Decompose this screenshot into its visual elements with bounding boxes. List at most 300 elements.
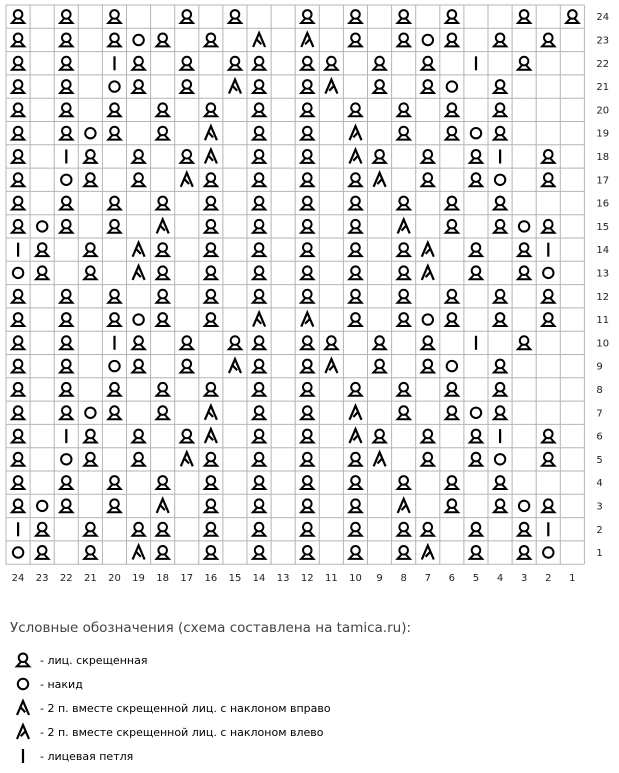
row-number: 16	[596, 198, 610, 210]
twisted-knit-cell	[518, 546, 530, 559]
twisted-knit-cell	[494, 313, 506, 326]
column-number: 9	[376, 573, 383, 585]
twisted-knit-cell	[60, 197, 72, 210]
twisted-knit-cell	[494, 406, 506, 419]
yarn-over-cell	[37, 501, 47, 511]
legend-text: - лицевая петля	[40, 749, 134, 763]
twisted-knit-cell	[494, 383, 506, 396]
twisted-knit-cell	[229, 336, 241, 349]
twisted-knit-cell	[542, 313, 554, 326]
twisted-knit-cell	[205, 546, 217, 559]
twisted-knit-cell	[132, 80, 144, 93]
twisted-knit-cell	[132, 173, 144, 186]
yarn-over-cell	[471, 128, 481, 138]
row-number: 8	[596, 384, 603, 396]
twisted-knit-cell	[157, 127, 169, 140]
twisted-knit-cell	[470, 266, 482, 279]
twisted-knit-cell	[398, 406, 410, 419]
twisted-knit-cell	[60, 220, 72, 233]
twisted-knit-cell	[108, 197, 120, 210]
twisted-knit-cell	[205, 197, 217, 210]
twisted-knit-cell	[229, 57, 241, 70]
twisted-knit-cell	[446, 10, 458, 23]
row-number: 12	[596, 291, 610, 303]
twisted-knit-cell	[301, 453, 313, 466]
twisted-knit-cell	[157, 523, 169, 536]
yarn-over-cell	[495, 175, 505, 185]
twisted-knit-cell	[205, 243, 217, 256]
decrease-right-cell	[157, 499, 169, 513]
yarn-over-cell	[109, 81, 119, 91]
twisted-knit-cell	[349, 313, 361, 326]
twisted-knit-cell	[422, 453, 434, 466]
yarn-over-icon	[12, 674, 34, 694]
twisted-knit-cell	[132, 57, 144, 70]
row-number: 23	[596, 35, 610, 47]
twisted-knit-cell	[181, 150, 193, 163]
column-number: 13	[276, 573, 290, 585]
twisted-knit-cell	[132, 523, 144, 536]
twisted-knit-cell	[108, 499, 120, 512]
row-number: 19	[596, 128, 610, 140]
column-number: 5	[472, 573, 480, 585]
twisted-knit-cell	[12, 383, 24, 396]
twisted-knit-cell	[422, 173, 434, 186]
decrease-right-cell	[181, 452, 193, 466]
twisted-knit-cell	[301, 57, 313, 70]
twisted-knit-cell	[36, 523, 48, 536]
twisted-knit-cell	[12, 80, 24, 93]
twisted-knit-cell	[60, 406, 72, 419]
twisted-knit-cell	[349, 173, 361, 186]
yarn-over-cell	[423, 314, 433, 324]
row-number: 10	[596, 338, 610, 350]
yarn-over-cell	[423, 35, 433, 45]
decrease-left-icon	[12, 722, 34, 742]
twisted-knit-cell	[446, 383, 458, 396]
decrease-left-cell	[325, 80, 337, 94]
twisted-knit-cell	[518, 336, 530, 349]
yarn-over-cell	[61, 454, 71, 464]
column-number: 14	[252, 573, 266, 585]
twisted-knit-cell	[470, 546, 482, 559]
twisted-knit-cell	[470, 523, 482, 536]
twisted-knit-cell	[205, 220, 217, 233]
decrease-right-cell	[205, 429, 217, 443]
twisted-knit-cell	[181, 430, 193, 443]
twisted-knit-cell	[253, 499, 265, 512]
twisted-knit-cell	[349, 197, 361, 210]
twisted-knit-cell	[349, 383, 361, 396]
knit-stitch-icon	[12, 746, 34, 766]
twisted-knit-cell	[566, 10, 578, 23]
twisted-knit-cell	[181, 10, 193, 23]
twisted-knit-cell	[398, 383, 410, 396]
yarn-over-cell	[519, 221, 529, 231]
twisted-knit-cell	[470, 430, 482, 443]
twisted-knit-cell	[60, 476, 72, 489]
twisted-knit-cell	[349, 546, 361, 559]
twisted-knit-cell	[205, 103, 217, 116]
twisted-knit-cell	[205, 383, 217, 396]
twisted-knit-cell	[398, 127, 410, 140]
twisted-knit-cell	[60, 383, 72, 396]
yarn-over-cell	[447, 81, 457, 91]
twisted-knit-cell	[12, 173, 24, 186]
twisted-knit-cell	[253, 453, 265, 466]
twisted-knit-cell	[60, 57, 72, 70]
decrease-left-cell	[325, 359, 337, 373]
twisted-knit-cell	[494, 360, 506, 373]
decrease-right-cell	[205, 126, 217, 140]
twisted-knit-cell	[542, 173, 554, 186]
row-number: 21	[596, 82, 610, 94]
twisted-knit-cell	[108, 10, 120, 23]
twisted-knit-cell	[253, 266, 265, 279]
twisted-knit-cell	[253, 220, 265, 233]
column-number: 10	[349, 573, 362, 585]
twisted-knit-cell	[422, 430, 434, 443]
yarn-over-cell	[37, 221, 47, 231]
twisted-knit-cell	[301, 173, 313, 186]
decrease-left-cell	[350, 150, 362, 164]
yarn-over-cell	[133, 314, 143, 324]
twisted-knit-cell	[36, 266, 48, 279]
decrease-right-cell	[253, 33, 265, 47]
row-number: 6	[596, 431, 603, 443]
twisted-knit-cell	[301, 290, 313, 303]
column-number: 20	[108, 573, 121, 585]
twisted-knit-cell	[349, 34, 361, 47]
legend-item-yarn-over	[12, 674, 83, 694]
twisted-knit-cell	[446, 313, 458, 326]
twisted-knit-cell	[542, 220, 554, 233]
twisted-knit-cell	[301, 406, 313, 419]
twisted-knit-cell	[253, 360, 265, 373]
twisted-knit-cell	[494, 80, 506, 93]
twisted-knit-cell	[253, 430, 265, 443]
twisted-knit-cell	[108, 103, 120, 116]
twisted-knit-cell	[108, 127, 120, 140]
twisted-knit-cell	[301, 523, 313, 536]
twisted-knit-cell	[470, 173, 482, 186]
column-number: 8	[400, 573, 407, 585]
twisted-knit-cell	[12, 336, 24, 349]
column-number: 3	[520, 573, 528, 585]
yarn-over-cell	[495, 454, 505, 464]
twisted-knit-cell	[253, 173, 265, 186]
twisted-knit-cell	[542, 150, 554, 163]
twisted-knit-cell	[301, 546, 313, 559]
twisted-knit-cell	[542, 453, 554, 466]
twisted-knit-cell	[518, 266, 530, 279]
twisted-knit-cell	[12, 57, 24, 70]
twisted-knit-cell	[398, 34, 410, 47]
twisted-knit-cell	[518, 10, 530, 23]
yarn-over-cell	[543, 268, 553, 278]
column-number: 16	[204, 573, 218, 585]
twisted-knit-cell	[301, 80, 313, 93]
twisted-knit-cell	[108, 406, 120, 419]
twisted-knit-cell	[446, 290, 458, 303]
twisted-knit-cell	[349, 243, 361, 256]
twisted-knit-cell	[518, 243, 530, 256]
twisted-knit-cell	[12, 10, 24, 23]
twisted-knit-cell	[205, 476, 217, 489]
row-number: 3	[596, 501, 603, 513]
twisted-knit-cell	[12, 360, 24, 373]
twisted-knit-cell	[84, 243, 96, 256]
twisted-knit-cell	[301, 499, 313, 512]
twisted-knit-cell	[36, 546, 48, 559]
twisted-knit-cell	[494, 499, 506, 512]
twisted-knit-cell	[253, 150, 265, 163]
decrease-left-cell	[398, 219, 410, 233]
twisted-knit-cell	[253, 406, 265, 419]
yarn-over-cell	[133, 35, 143, 45]
twisted-knit-cell	[349, 10, 361, 23]
twisted-knit-cell	[446, 406, 458, 419]
twisted-knit-cell	[301, 266, 313, 279]
twisted-knit-cell	[108, 476, 120, 489]
legend-item-decrease-left	[12, 722, 324, 742]
column-number: 21	[83, 573, 97, 585]
row-number: 20	[596, 105, 610, 117]
decrease-left-cell	[398, 499, 410, 513]
twisted-knit-cell	[84, 546, 96, 559]
twisted-knit-cell	[325, 336, 337, 349]
twisted-knit-cell	[470, 243, 482, 256]
twisted-knit-cell	[494, 103, 506, 116]
decrease-right-cell	[133, 266, 145, 280]
twisted-knit-cell	[253, 383, 265, 396]
decrease-left-cell	[350, 429, 362, 443]
twisted-knit-cell	[373, 57, 385, 70]
twisted-knit-cell	[157, 313, 169, 326]
decrease-left-cell	[301, 33, 313, 47]
twisted-knit-cell	[205, 34, 217, 47]
twisted-knit-cell	[349, 523, 361, 536]
twisted-knit-cell	[12, 476, 24, 489]
twisted-knit-cell	[301, 197, 313, 210]
twisted-knit-cell	[373, 360, 385, 373]
column-number: 15	[228, 573, 242, 585]
row-number: 14	[596, 245, 610, 257]
twisted-knit-cell	[12, 197, 24, 210]
column-number: 6	[448, 573, 456, 585]
twisted-knit-cell	[60, 34, 72, 47]
twisted-knit-cell	[446, 34, 458, 47]
column-number: 18	[156, 573, 170, 585]
twisted-knit-cell	[422, 360, 434, 373]
twisted-knit-cell	[373, 336, 385, 349]
twisted-knit-cell	[205, 499, 217, 512]
twisted-knit-cell	[60, 499, 72, 512]
twisted-knit-cell	[157, 383, 169, 396]
twisted-knit-cell	[12, 103, 24, 116]
decrease-right-cell	[157, 219, 169, 233]
twisted-knit-icon	[12, 650, 34, 670]
decrease-left-cell	[301, 313, 313, 327]
yarn-over-cell	[109, 361, 119, 371]
twisted-knit-cell	[12, 290, 24, 303]
twisted-knit-cell	[446, 499, 458, 512]
row-number: 18	[596, 151, 610, 163]
twisted-knit-cell	[132, 336, 144, 349]
twisted-knit-cell	[494, 34, 506, 47]
twisted-knit-cell	[398, 103, 410, 116]
twisted-knit-cell	[60, 80, 72, 93]
decrease-right-cell	[181, 173, 193, 187]
twisted-knit-cell	[398, 243, 410, 256]
legend-text: - лиц. скрещенная	[40, 653, 148, 667]
twisted-knit-cell	[301, 336, 313, 349]
twisted-knit-cell	[108, 383, 120, 396]
twisted-knit-cell	[181, 57, 193, 70]
twisted-knit-cell	[12, 313, 24, 326]
twisted-knit-cell	[253, 546, 265, 559]
column-number: 2	[545, 573, 552, 585]
column-number: 24	[11, 573, 25, 585]
twisted-knit-cell	[253, 336, 265, 349]
twisted-knit-cell	[446, 197, 458, 210]
yarn-over-cell	[519, 501, 529, 511]
yarn-over-cell	[447, 361, 457, 371]
twisted-knit-cell	[253, 57, 265, 70]
twisted-knit-cell	[301, 220, 313, 233]
twisted-knit-cell	[398, 266, 410, 279]
twisted-knit-cell	[398, 523, 410, 536]
twisted-knit-cell	[349, 290, 361, 303]
twisted-knit-cell	[301, 360, 313, 373]
twisted-knit-cell	[12, 150, 24, 163]
decrease-right-cell	[205, 150, 217, 164]
twisted-knit-cell	[373, 150, 385, 163]
twisted-knit-cell	[349, 453, 361, 466]
legend-title: Условные обозначения (схема составлена на tamica.ru):	[10, 620, 412, 636]
twisted-knit-cell	[108, 220, 120, 233]
twisted-knit-cell	[84, 523, 96, 536]
row-number: 9	[596, 361, 603, 373]
twisted-knit-cell	[373, 80, 385, 93]
twisted-knit-cell	[494, 127, 506, 140]
twisted-knit-cell	[398, 546, 410, 559]
twisted-knit-cell	[253, 80, 265, 93]
twisted-knit-cell	[12, 34, 24, 47]
twisted-knit-cell	[253, 103, 265, 116]
twisted-knit-cell	[349, 266, 361, 279]
decrease-left-cell	[350, 406, 362, 420]
decrease-right-cell	[253, 313, 265, 327]
twisted-knit-cell	[60, 127, 72, 140]
twisted-knit-cell	[422, 150, 434, 163]
twisted-knit-cell	[157, 476, 169, 489]
twisted-knit-cell	[12, 406, 24, 419]
twisted-knit-cell	[84, 150, 96, 163]
twisted-knit-cell	[398, 197, 410, 210]
twisted-knit-cell	[349, 220, 361, 233]
twisted-knit-cell	[36, 243, 48, 256]
twisted-knit-cell	[446, 220, 458, 233]
twisted-knit-cell	[181, 80, 193, 93]
decrease-left-cell	[350, 126, 362, 140]
twisted-knit-cell	[84, 453, 96, 466]
twisted-knit-cell	[12, 127, 24, 140]
legend-item-knit-stitch	[12, 746, 133, 766]
twisted-knit-cell	[446, 476, 458, 489]
twisted-knit-cell	[12, 220, 24, 233]
twisted-knit-cell	[542, 34, 554, 47]
twisted-knit-cell	[205, 313, 217, 326]
twisted-knit-cell	[108, 34, 120, 47]
yarn-over-cell	[85, 128, 95, 138]
twisted-knit-cell	[253, 290, 265, 303]
twisted-knit-cell	[398, 290, 410, 303]
twisted-knit-cell	[446, 103, 458, 116]
column-number: 17	[180, 573, 194, 585]
column-number: 1	[569, 573, 576, 585]
column-number: 4	[496, 573, 504, 585]
twisted-knit-cell	[132, 360, 144, 373]
twisted-knit-cell	[349, 103, 361, 116]
twisted-knit-cell	[301, 476, 313, 489]
twisted-knit-cell	[373, 430, 385, 443]
twisted-knit-cell	[12, 453, 24, 466]
twisted-knit-cell	[157, 266, 169, 279]
twisted-knit-cell	[542, 430, 554, 443]
twisted-knit-cell	[229, 10, 241, 23]
decrease-right-cell	[229, 359, 241, 373]
decrease-left-cell	[422, 243, 434, 257]
legend-text: - 2 п. вместе скрещенной лиц. с наклоном влево	[40, 725, 324, 739]
row-number: 11	[596, 315, 610, 327]
twisted-knit-cell	[470, 150, 482, 163]
twisted-knit-cell	[349, 499, 361, 512]
column-number: 11	[324, 573, 338, 585]
twisted-knit-cell	[301, 430, 313, 443]
twisted-knit-cell	[422, 336, 434, 349]
yarn-over-cell	[471, 408, 481, 418]
yarn-over-cell	[13, 547, 23, 557]
twisted-knit-cell	[60, 290, 72, 303]
column-number: 23	[35, 573, 49, 585]
twisted-knit-cell	[181, 336, 193, 349]
twisted-knit-cell	[301, 103, 313, 116]
twisted-knit-cell	[60, 336, 72, 349]
row-number: 15	[596, 221, 610, 233]
yarn-over-cell	[61, 175, 71, 185]
column-number: 7	[424, 573, 431, 585]
twisted-knit-cell	[398, 10, 410, 23]
twisted-knit-cell	[157, 243, 169, 256]
twisted-knit-cell	[398, 476, 410, 489]
twisted-knit-cell	[157, 197, 169, 210]
yarn-over-cell	[13, 268, 23, 278]
twisted-knit-cell	[157, 103, 169, 116]
twisted-knit-cell	[157, 34, 169, 47]
row-number: 2	[596, 524, 603, 536]
twisted-knit-cell	[157, 406, 169, 419]
twisted-knit-cell	[518, 57, 530, 70]
twisted-knit-cell	[157, 290, 169, 303]
decrease-right-icon	[12, 698, 34, 718]
twisted-knit-cell	[84, 430, 96, 443]
twisted-knit-cell	[253, 523, 265, 536]
twisted-knit-cell	[494, 290, 506, 303]
twisted-knit-cell	[518, 523, 530, 536]
twisted-knit-cell	[205, 523, 217, 536]
row-number: 13	[596, 268, 610, 280]
